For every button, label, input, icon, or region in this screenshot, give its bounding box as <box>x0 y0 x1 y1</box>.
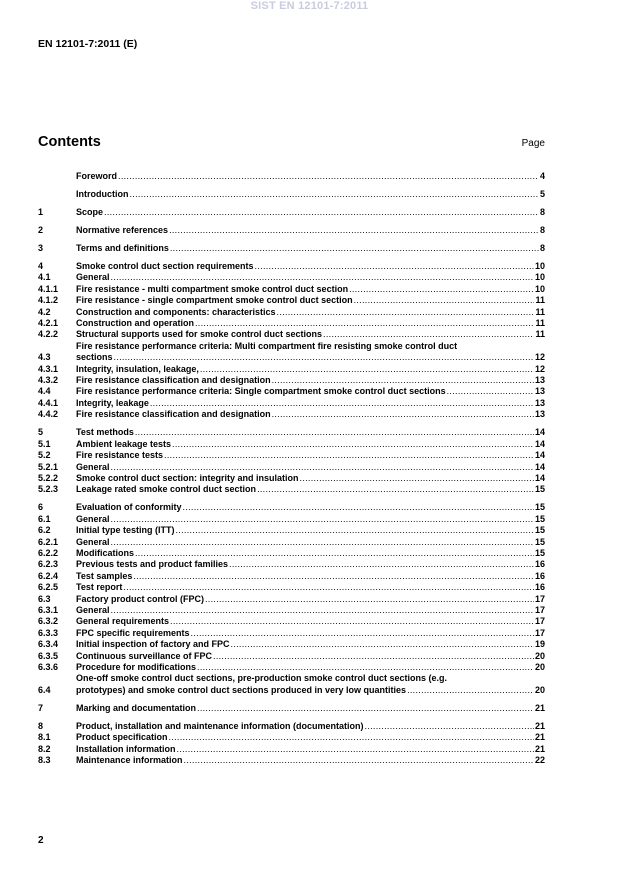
toc-entry-number: 6.3 <box>38 593 51 604</box>
toc-entry[interactable] <box>38 605 545 616</box>
toc-entry-title: Factory product control (FPC) <box>76 593 204 604</box>
toc-entry[interactable] <box>38 386 545 397</box>
toc-entry-title: General <box>76 536 110 547</box>
toc-entry-number: 6.1 <box>38 513 51 524</box>
toc-entry-number: 6.3.4 <box>38 639 59 650</box>
toc-entry-page: 17 <box>534 593 545 604</box>
toc-entry-page: 17 <box>534 627 545 638</box>
toc-dot-leader <box>255 261 534 272</box>
toc-entry-number: 2 <box>38 225 44 235</box>
toc-entry[interactable] <box>38 171 545 182</box>
toc-entry-page: 13 <box>534 386 545 397</box>
toc-entry[interactable] <box>38 484 545 495</box>
toc-dot-leader <box>195 318 534 329</box>
toc-entry-number: 4.1.1 <box>38 283 59 294</box>
toc-entry-page: 15 <box>534 513 545 524</box>
toc-dot-leader <box>184 755 534 766</box>
toc-entry-number: 6 <box>38 502 44 513</box>
toc-entry[interactable] <box>38 755 545 766</box>
toc-entry-number: 4.3.2 <box>38 375 59 386</box>
toc-entry-title: General <box>76 272 110 283</box>
toc-entry-title: Modifications <box>76 547 134 558</box>
toc-entry-page: 20 <box>534 662 545 672</box>
toc-entry-page: 22 <box>534 755 545 766</box>
toc-dot-leader <box>205 594 534 605</box>
toc-dot-leader <box>135 427 534 438</box>
toc-entry-page: 13 <box>534 397 545 408</box>
toc-dot-leader <box>183 502 534 513</box>
toc-entry[interactable] <box>38 721 545 732</box>
toc-entry-page: 15 <box>534 502 545 513</box>
toc-entry[interactable] <box>38 341 545 364</box>
toc-entry-number: 4.3.1 <box>38 363 59 374</box>
toc-entry-title: Introduction <box>76 189 129 199</box>
toc-entry-number: 7 <box>38 702 44 713</box>
toc-entry[interactable] <box>38 364 545 375</box>
toc-entry-title: Test methods <box>76 427 134 438</box>
toc-entry-number: 4.2 <box>38 306 51 317</box>
toc-entry-title: Scope <box>76 207 104 217</box>
toc-entry-page: 16 <box>534 559 545 570</box>
toc-entry[interactable] <box>38 375 545 386</box>
toc-entry-title: Smoke control duct section: integrity and insulation <box>76 472 299 483</box>
toc-entry-page: 21 <box>534 702 545 713</box>
toc-dot-leader <box>197 662 534 673</box>
toc-dot-leader <box>150 398 534 409</box>
toc-entry-page: 14 <box>534 427 545 438</box>
toc-dot-leader <box>104 207 539 218</box>
toc-entry[interactable] <box>38 703 545 714</box>
toc-entry-title: Fire resistance tests <box>76 450 164 461</box>
toc-entry-title: Marking and documentation <box>76 702 197 713</box>
toc-entry-page: 15 <box>534 547 545 558</box>
toc-dot-leader <box>272 409 534 420</box>
toc-entry-page: 12 <box>534 352 545 363</box>
toc-entry-title: Continuous surveillance of FPC <box>76 650 213 661</box>
toc-entry-page: 20 <box>534 650 545 661</box>
toc-entry[interactable] <box>38 243 545 254</box>
toc-entry[interactable] <box>38 651 545 662</box>
toc-dot-leader <box>118 171 539 182</box>
toc-entry[interactable] <box>38 732 545 743</box>
toc-entry-title: Fire resistance - single compartment smoke control duct section <box>76 295 353 306</box>
toc-entry[interactable] <box>38 744 545 755</box>
toc-entry-title: Installation information <box>76 743 176 754</box>
toc-dot-leader <box>130 189 539 200</box>
toc-entry-title: Product specification <box>76 732 168 743</box>
toc-entry-title: Smoke control duct section requirements <box>76 261 254 271</box>
toc-dot-leader <box>111 537 534 548</box>
toc-dot-leader <box>170 243 539 254</box>
toc-entry-page: 11 <box>535 295 545 306</box>
toc-entry[interactable] <box>38 295 545 306</box>
toc-dot-leader <box>200 364 534 375</box>
toc-entry-title: Initial inspection of factory and FPC <box>76 639 230 650</box>
toc-entry[interactable] <box>38 450 545 461</box>
toc-entry-page: 16 <box>534 582 545 593</box>
toc-entry-page: 21 <box>534 720 545 731</box>
toc-entry-number: 6.3.5 <box>38 650 59 661</box>
toc-dot-leader <box>177 744 534 755</box>
toc-dot-leader <box>231 639 534 650</box>
toc-entry-title: Test samples <box>76 570 133 581</box>
toc-entry-number: 4.4.2 <box>38 409 59 420</box>
toc-entry-page: 10 <box>534 283 545 294</box>
table-of-contents <box>38 171 545 766</box>
toc-dot-leader <box>111 462 534 473</box>
toc-entry[interactable] <box>38 261 545 272</box>
toc-entry-page: 11 <box>535 318 545 329</box>
toc-entry-number: 8.1 <box>38 732 51 743</box>
toc-entry-number: 6.2.5 <box>38 582 59 593</box>
toc-dot-leader <box>176 525 534 536</box>
toc-dot-leader <box>349 284 534 295</box>
toc-dot-leader <box>169 732 534 743</box>
toc-entry[interactable] <box>38 559 545 570</box>
toc-entry[interactable] <box>38 318 545 329</box>
toc-entry-number: 6.3.3 <box>38 627 59 638</box>
toc-dot-leader <box>111 605 534 616</box>
toc-entry-number: 4.3 <box>38 352 51 363</box>
toc-entry-title: Structural supports used for smoke control duct sections <box>76 329 323 340</box>
toc-entry-page: 14 <box>534 461 545 472</box>
toc-entry-page: 15 <box>534 484 545 495</box>
toc-entry-title: Fire resistance classification and designation <box>76 375 271 386</box>
toc-entry-number: 5.2.3 <box>38 484 59 495</box>
toc-entry-page: 14 <box>534 438 545 449</box>
toc-entry-number: 6.2.3 <box>38 559 59 570</box>
toc-entry-page: 8 <box>539 243 545 253</box>
toc-dot-leader <box>365 721 534 732</box>
toc-entry-title: Product, installation and maintenance information (documentation) <box>76 720 364 731</box>
toc-entry[interactable] <box>38 439 545 450</box>
toc-dot-leader <box>170 616 534 627</box>
toc-entry-page: 4 <box>539 171 545 181</box>
toc-entry-number: 6.4 <box>38 684 51 695</box>
toc-entry-title: Normative references <box>76 225 169 235</box>
toc-entry-page: 10 <box>534 272 545 283</box>
toc-entry-title: Procedure for modifications <box>76 662 197 672</box>
toc-entry[interactable] <box>38 594 545 605</box>
toc-entry-number: 6.3.2 <box>38 616 59 627</box>
contents-heading: Contents <box>38 134 101 150</box>
toc-entry-page: 14 <box>534 450 545 461</box>
toc-entry-number: 5.2 <box>38 450 51 461</box>
toc-dot-leader <box>257 484 534 495</box>
toc-dot-leader <box>354 295 535 306</box>
toc-entry[interactable] <box>38 225 545 236</box>
toc-entry-page: 21 <box>534 743 545 754</box>
toc-entry[interactable] <box>38 673 545 696</box>
toc-entry[interactable] <box>38 582 545 593</box>
toc-entry-number: 6.2.1 <box>38 536 59 547</box>
toc-entry-title: Fire resistance classification and designation <box>76 409 271 420</box>
toc-entry-number: 4.1 <box>38 272 51 283</box>
toc-entry[interactable] <box>38 427 545 438</box>
toc-entry-number: 5.2.1 <box>38 461 59 472</box>
toc-entry-title: Evaluation of conformity <box>76 502 182 513</box>
toc-dot-leader <box>114 352 534 363</box>
toc-entry-title-lead: Fire resistance performance criteria: Multi compartment fire resisting smoke control duct <box>76 340 458 351</box>
toc-entry-page: 17 <box>534 604 545 615</box>
toc-entry[interactable] <box>38 272 545 283</box>
toc-entry-number: 1 <box>38 207 44 217</box>
toc-entry-number: 6.3.1 <box>38 604 59 615</box>
toc-entry-title: General <box>76 461 110 472</box>
page-column-label: Page <box>521 138 545 149</box>
toc-entry-title: Leakage rated smoke control duct section <box>76 484 257 495</box>
toc-entry-page: 12 <box>534 363 545 374</box>
toc-entry-page: 14 <box>534 472 545 483</box>
toc-entry-number: 4 <box>38 261 44 271</box>
toc-entry-page: 5 <box>539 189 545 199</box>
toc-entry-number: 4.2.2 <box>38 329 59 340</box>
toc-dot-leader <box>172 439 534 450</box>
toc-entry-number: 4.4.1 <box>38 397 59 408</box>
toc-entry[interactable] <box>38 537 545 548</box>
toc-dot-leader <box>323 329 534 340</box>
toc-entry-title: Previous tests and product families <box>76 559 229 570</box>
toc-entry-title: Ambient leakage tests <box>76 438 172 449</box>
toc-entry-number: 6.2.2 <box>38 547 59 558</box>
toc-dot-leader <box>197 703 534 714</box>
toc-entry-title: General <box>76 513 110 524</box>
toc-entry-title: Test report <box>76 582 123 593</box>
toc-entry-title: Construction and components: characteristics <box>76 306 276 317</box>
toc-dot-leader <box>169 225 539 236</box>
page-number: 2 <box>38 835 44 846</box>
toc-entry-number: 6.2.4 <box>38 570 59 581</box>
toc-entry-page: 16 <box>534 570 545 581</box>
toc-entry[interactable] <box>38 525 545 536</box>
toc-entry-page: 21 <box>534 732 545 743</box>
toc-dot-leader <box>135 548 534 559</box>
toc-entry-title: Construction and operation <box>76 318 194 329</box>
toc-entry-title: Maintenance information <box>76 755 183 766</box>
toc-entry[interactable] <box>38 307 545 318</box>
toc-entry-title: sections <box>76 352 113 363</box>
toc-entry-page: 11 <box>535 306 545 317</box>
toc-dot-leader <box>229 559 534 570</box>
toc-dot-leader <box>111 272 534 283</box>
toc-entry[interactable] <box>38 628 545 639</box>
toc-entry-page: 13 <box>534 375 545 386</box>
toc-entry-title: prototypes) and smoke control duct sections produced in very low quantities <box>76 684 407 695</box>
toc-dot-leader <box>191 628 534 639</box>
toc-entry-title: Integrity, insulation, leakage, <box>76 363 199 374</box>
toc-dot-leader <box>164 450 534 461</box>
toc-entry[interactable] <box>38 462 545 473</box>
toc-entry[interactable] <box>38 329 545 340</box>
toc-entry[interactable] <box>38 616 545 627</box>
toc-entry-page: 19 <box>534 639 545 650</box>
toc-entry-number: 5 <box>38 427 44 438</box>
toc-entry[interactable] <box>38 398 545 409</box>
toc-entry-title: Fire resistance performance criteria: Single compartment smoke control duct sections <box>76 386 446 397</box>
toc-entry-title: General requirements <box>76 616 170 627</box>
toc-entry-page: 8 <box>539 225 545 235</box>
toc-dot-leader <box>111 514 534 525</box>
toc-entry-title-lead: One-off smoke control duct sections, pre-production smoke control duct sections (e.g. <box>76 673 448 684</box>
toc-dot-leader <box>300 473 534 484</box>
toc-entry-title: Initial type testing (ITT) <box>76 525 175 536</box>
toc-entry-title: General <box>76 604 110 615</box>
toc-entry-number: 3 <box>38 243 44 253</box>
toc-entry-number: 4.1.2 <box>38 295 59 306</box>
toc-dot-leader <box>213 651 534 662</box>
toc-entry-number: 8.2 <box>38 743 51 754</box>
toc-entry-page: 8 <box>539 207 545 217</box>
toc-entry-number: 5.2.2 <box>38 472 59 483</box>
toc-entry[interactable] <box>38 639 545 650</box>
toc-entry-page: 17 <box>534 616 545 627</box>
toc-entry[interactable] <box>38 514 545 525</box>
toc-dot-leader <box>133 571 534 582</box>
toc-entry-title: Integrity, leakage <box>76 397 149 408</box>
toc-entry-number: 8 <box>38 720 44 731</box>
toc-entry-number: 5.1 <box>38 438 51 449</box>
toc-entry[interactable] <box>38 571 545 582</box>
toc-entry-number: 4.4 <box>38 386 51 397</box>
toc-dot-leader <box>447 386 534 397</box>
toc-entry[interactable] <box>38 502 545 513</box>
toc-entry-page: 20 <box>534 684 545 695</box>
toc-entry-page: 15 <box>534 525 545 536</box>
toc-dot-leader <box>407 685 534 696</box>
toc-entry[interactable] <box>38 284 545 295</box>
toc-entry-number: 6.2 <box>38 525 51 536</box>
toc-entry-page: 13 <box>534 409 545 420</box>
toc-entry[interactable] <box>38 548 545 559</box>
watermark: SIST EN 12101-7:2011 <box>250 0 369 12</box>
toc-dot-leader <box>277 307 535 318</box>
toc-entry-number: 8.3 <box>38 755 51 766</box>
toc-entry[interactable] <box>38 409 545 420</box>
toc-entry-page: 10 <box>534 261 545 271</box>
toc-entry-title: FPC specific requirements <box>76 627 190 638</box>
toc-entry-title: Fire resistance - multi compartment smoke control duct section <box>76 283 349 294</box>
toc-entry[interactable] <box>38 662 545 673</box>
document-id: EN 12101-7:2011 (E) <box>38 38 138 50</box>
toc-entry-title: Foreword <box>76 171 118 181</box>
toc-entry-number: 4.2.1 <box>38 318 59 329</box>
toc-entry-number: 6.3.6 <box>38 662 59 672</box>
toc-entry[interactable] <box>38 473 545 484</box>
toc-entry[interactable] <box>38 207 545 218</box>
toc-dot-leader <box>123 582 534 593</box>
toc-entry-title: Terms and definitions <box>76 243 169 253</box>
toc-entry-page: 15 <box>534 536 545 547</box>
toc-dot-leader <box>272 375 534 386</box>
toc-entry-page: 11 <box>535 329 545 340</box>
toc-entry[interactable] <box>38 189 545 200</box>
